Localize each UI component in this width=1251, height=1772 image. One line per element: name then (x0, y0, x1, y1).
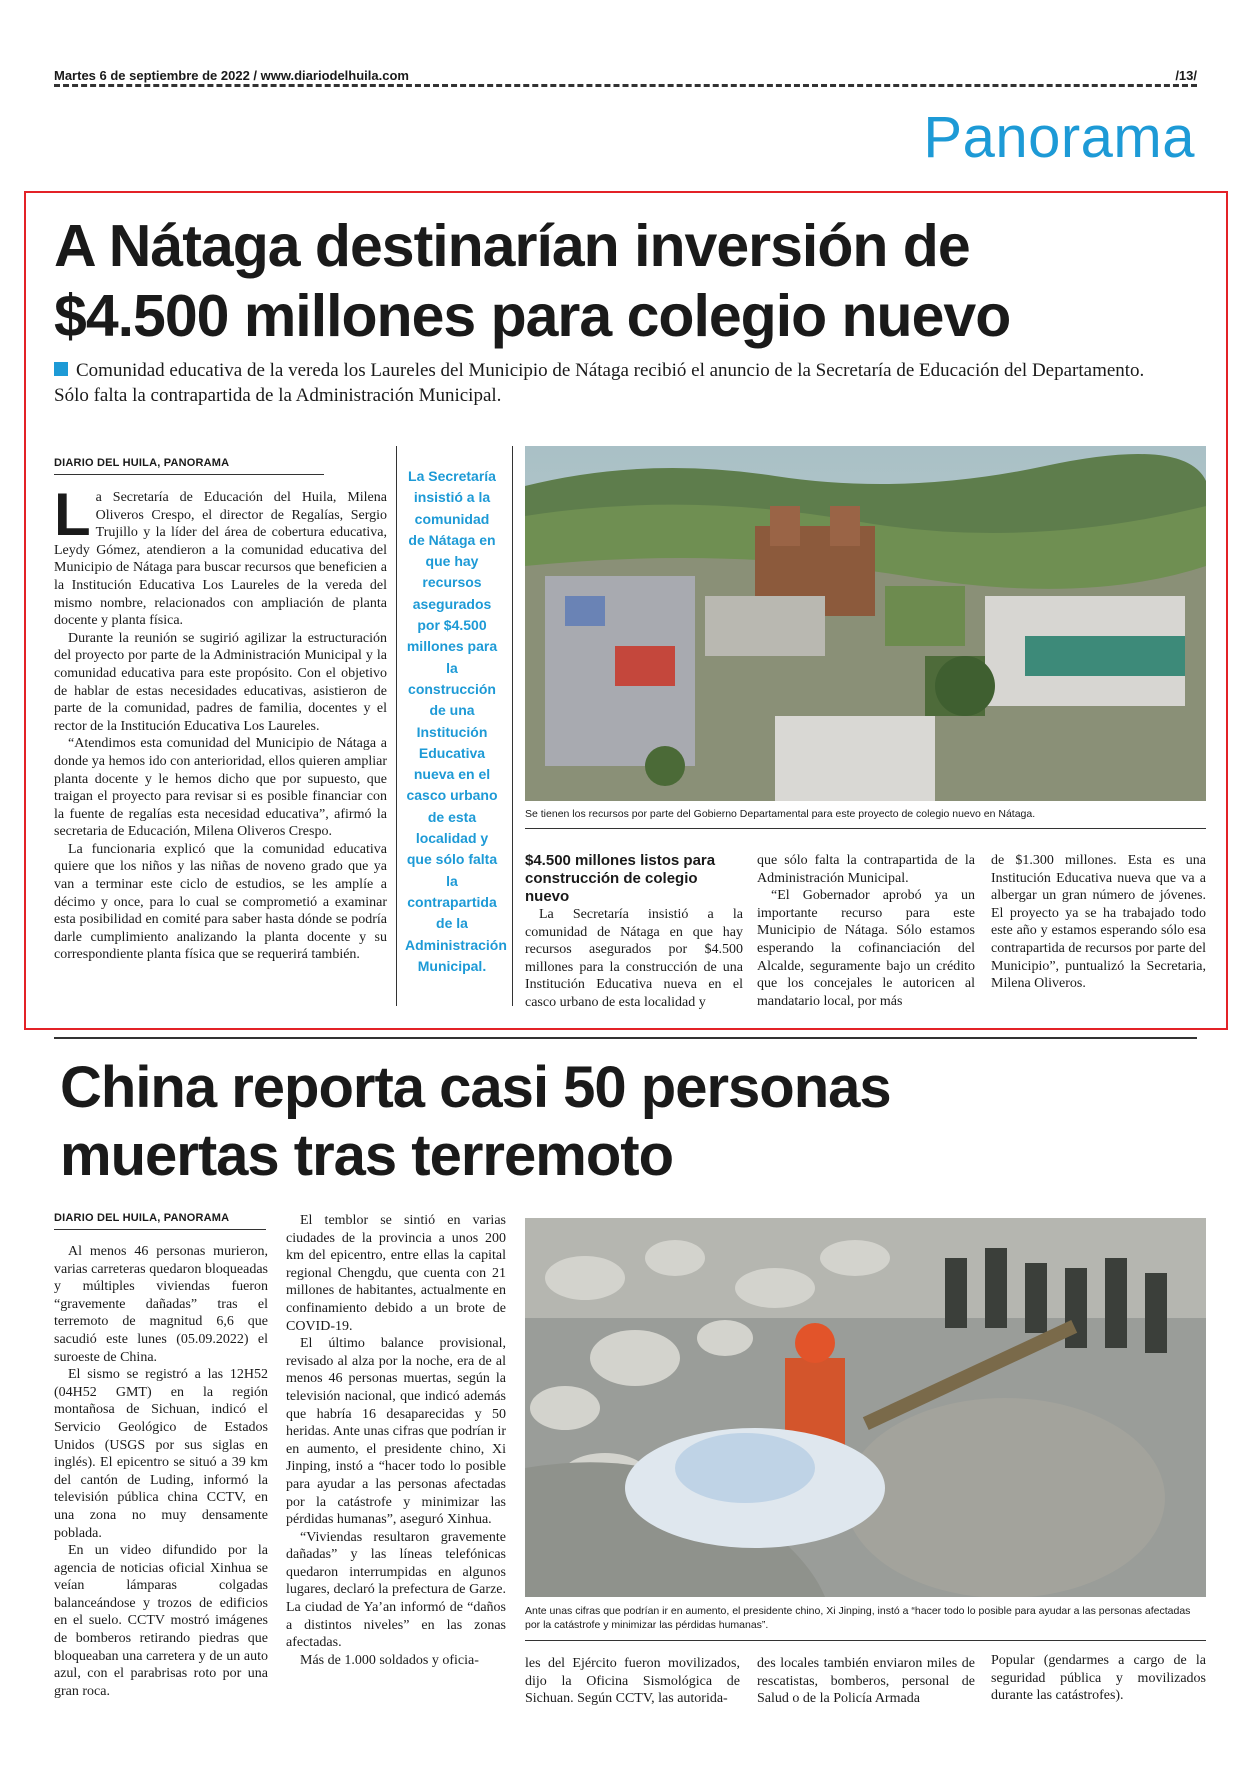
byline: DIARIO DEL HUILA, PANORAMA (54, 457, 230, 469)
headline-2 (60, 1054, 1160, 1190)
photo-caption-2: Ante unas cifras que podrían ir en aumento, el presidente chino, Xi Jinping, instó a “hacer todo lo posible para ayudar a las personas afectadas por la catástrofe y minimizar las pérdidas humanas”. (525, 1605, 1191, 1631)
photo-rescue (525, 1218, 1206, 1597)
story1-column-4 (991, 852, 1206, 993)
story2-column-5 (991, 1652, 1206, 1705)
paragraph: les del Ejército fueron movilizados, dijo la Oficina Sismológica de Sichuan. Según CCTV, las autorida- (525, 1656, 740, 1707)
paragraph: La Secretaría insistió a la comunidad de Nátaga en que hay recursos asegurados por $4.500 millones para la construcción de una Institución Educativa nueva en el casco urbano de esta localidad y (525, 907, 743, 1010)
headline-line-1: A Nátaga destinarían inversión de (54, 213, 970, 279)
paragraph: “Viviendas resultaron gravemente dañadas” y las líneas telefónicas quedaron interrumpidas en algunos lugares, declaró la prefectura de Garze. La ciudad de Ya’an informó de “daños a distintos niveles” en las zonas afectadas. (286, 1529, 506, 1651)
photo-nataga-image (525, 446, 1206, 801)
subhead: $4.500 millones listos para construcción de colegio nuevo (525, 852, 716, 905)
headline-line-2: $4.500 millones para colegio nuevo (54, 283, 1011, 349)
running-head: Martes 6 de septiembre de 2022 / www.diariodelhuila.com (54, 68, 409, 83)
paragraph (54, 481, 387, 630)
paragraph: que sólo falta la contrapartida de la Administración Municipal. (757, 853, 975, 886)
deck-bullet-icon (54, 362, 68, 376)
paragraph: “El Gobernador aprobó ya un importante recurso para este Municipio de Nátaga. Sólo estamos esperando la cofinanciación del Alcalde, seguramente bajo un crédito que los concejales le autoricen al mandatario local, por más (757, 888, 975, 1009)
paragraph: El sismo se registró a las 12H52 (04H52 GMT) en la región montañosa de Sichuan, indicó el Servicio Geológico de Estados Unidos (USGS por sus siglas en inglés). El epicentro se situó a 39 km del cantón de Luding, informó la televisión pública china CCTV, en una zona no muy densamente poblada. (54, 1367, 268, 1541)
headline-2-line-1: China reporta casi 50 personas (60, 1055, 891, 1120)
byline-2: DIARIO DEL HUILA, PANORAMA (54, 1212, 230, 1224)
byline-rule (54, 1229, 266, 1230)
section-title: Panorama (923, 105, 1195, 170)
paragraph: Más de 1.000 soldados y oficia- (300, 1652, 479, 1668)
headline (54, 211, 1194, 351)
photo-rescue-image (525, 1218, 1206, 1597)
byline-rule (54, 474, 324, 475)
caption-rule (525, 1640, 1206, 1641)
story2-column-4 (757, 1655, 975, 1708)
paragraph: “Atendimos esta comunidad del Municipio de Nátaga a donde ya hemos ido con anterioridad, ellos quieren ampliar planta docente y le hemos dicho que por supuesto, que traigan el proyecto para revisar si es posible financiar con la fuente de regalías esta necesidad educativa”, afirmó la secretaria de Educación, Milena Oliveros Crespo. (54, 736, 387, 840)
story1-column-2 (525, 906, 743, 1012)
paragraph: El temblor se sintió en varias ciudades de la provincia a unos 200 km del epicentro, entre ellas la capital regional Chengdu, que cuenta con 21 millones de habitantes, actualmente en confinamiento debido a un brote de COVID-19. (286, 1213, 506, 1334)
story2-column-3 (525, 1655, 740, 1708)
pull-quote: La Secretaría insistió a la comunidad de Nátaga en que hay recursos asegurados por $4.500 millones para la construcción de una Institución Educativa nueva en el casco urbano de esta localidad y que sólo falta la contrapartida de la Administración Municipal. (405, 468, 507, 974)
story1-column-3 (757, 852, 975, 1010)
paragraph: El último balance provisional, revisado al alza por la noche, era de al menos 46 personas muertas, según la televisión nacional, que indicó además que habría 16 desaparecidas y 50 heridas. Ante unas cifras que podrían ir en aumento, el presidente chino, Xi Jinping, instó a “hacer todo lo posible para ayudar a las personas afectadas por la catástrofe y minimizar las pérdidas humanas”, aseguró Xinhua. (286, 1336, 506, 1528)
drop-cap: L (54, 481, 91, 548)
paragraph: En un video difundido por la agencia de noticias oficial Xinhua se veían lámparas colgadas balanceándose y trozos de edificios en el suelo. CCTV mostró imágenes de bomberos retirando piedras que bloqueaban una carretera y de un auto azul, con el parabrisas roto por una gran roca. (54, 1543, 268, 1699)
paragraph: Durante la reunión se sugirió agilizar la estructuración del proyecto por parte de la Administración Municipal y la comunidad educativa para este propósito. Con el objetivo de hablar de estas necesidades educativas, asistieron de parte de la comunidad, padres de familia, docentes y el rector de la Institución Educativa Los Laureles. (54, 630, 387, 734)
story1-column-1 (54, 481, 387, 964)
page-number: /13/ (1175, 68, 1197, 83)
story2-column-1 (54, 1243, 268, 1700)
photo-nataga-aerial (525, 446, 1206, 801)
headline-2-line-2: muertas tras terremoto (60, 1123, 673, 1188)
story-separator (54, 1037, 1197, 1039)
paragraph: La funcionaria explicó que la comunidad educativa quiere que los niños y las niñas de noveno grado que ya van a terminar este ciclo de estudios, se les amplíe a décimo y once, para lo cual se comprometió a examinar esta posibilidad en comité para saber hasta dónde se podría darle cumplimiento analizando la planta docente y su correspondiente planta física que se requerirá también. (54, 841, 387, 963)
header-rule (54, 84, 1197, 87)
column-rule (396, 446, 397, 1006)
paragraph: de $1.300 millones. Esta es una Institución Educativa nueva que va a albergar un gran número de jóvenes. El proyecto ya se ha trabajado todo este año y estamos esperando sólo esa contrapartida de recursos por parte del Municipio”, puntualizó la Secretaria, Milena Oliveros. (991, 853, 1206, 992)
story2-column-2 (286, 1212, 506, 1669)
photo-caption: Se tienen los recursos por parte del Gobierno Departamental para este proyecto de colegio nuevo en Nátaga. (525, 808, 1036, 820)
deck (54, 358, 1179, 408)
deck-text: Comunidad educativa de la vereda los Laureles del Municipio de Nátaga recibió el anuncio de la Secretaría de Educación del Departamento. Sólo falta la contrapartida de la Administración Municipal. (54, 360, 1145, 406)
paragraph: Al menos 46 personas murieron, varias carreteras quedaron bloqueadas y múltiples viviendas fueron “gravemente dañadas” tras el terremoto de magnitud 6,6 que sacudió este lunes (05.09.2022) el suroeste de China. (54, 1244, 268, 1365)
caption-rule (525, 828, 1206, 829)
column-rule (512, 446, 513, 1006)
paragraph: Popular (gendarmes a cargo de la seguridad pública y movilizados durante las catástrofes). (991, 1653, 1206, 1704)
paragraph-text: a Secretaría de Educación del Huila, Milena Oliveros Crespo, el director de Regalías, Sergio Trujillo y la líder del área de cobertura educativa, Leydy Gómez, atendieron a la comunidad educativa del Municipio de Nátaga para buscar recursos que beneficien a la Institución Educativa Los Laureles de la vereda del mismo nombre, relacionados con ampliación de planta docente y planta física. (54, 490, 387, 629)
paragraph: des locales también enviaron miles de rescatistas, bomberos, personal de Salud o de la Policía Armada (757, 1656, 975, 1707)
